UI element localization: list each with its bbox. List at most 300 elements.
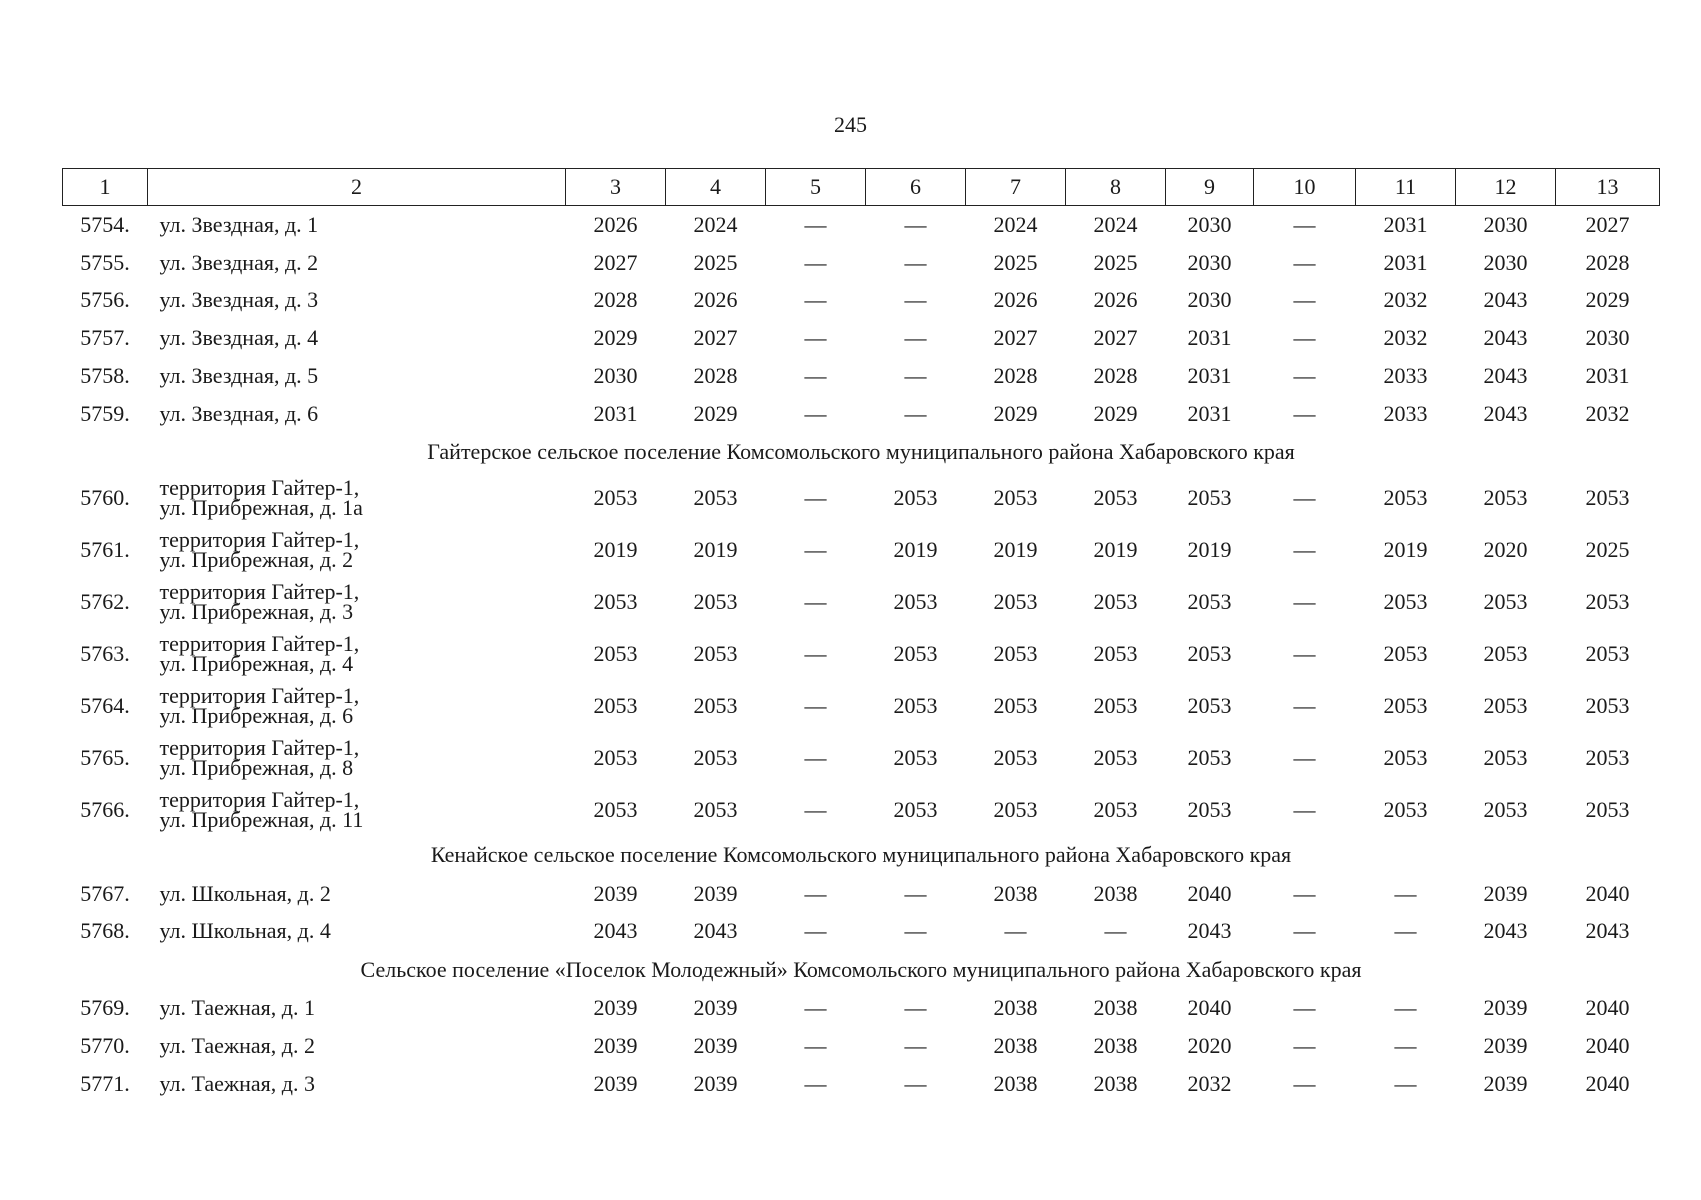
address-cell	[148, 282, 566, 320]
row-number: 5771.	[80, 1070, 130, 1096]
year-cell-col-11: 2033	[1383, 400, 1428, 426]
year-cell-col-3: 2029	[593, 325, 638, 351]
address-line: территория Гайтер-1,	[159, 474, 360, 500]
row-number: 5769.	[80, 995, 130, 1021]
address-line: ул. Таежная, д. 2	[159, 1033, 315, 1059]
year-cell-col-7: 2053	[993, 744, 1038, 770]
year-cell-col-10: —	[1293, 363, 1316, 389]
year-cell-col-6: —	[904, 1070, 927, 1096]
table-row	[63, 395, 1660, 433]
year-cell-col-11: 2031	[1383, 211, 1428, 237]
year-cell-col-9: 2032	[1187, 1070, 1232, 1096]
year-cell-col-6: —	[904, 880, 927, 906]
year-cell-col-4: 2053	[693, 484, 738, 510]
year-cell-col-11: —	[1394, 880, 1417, 906]
year-cell-col-5: —	[804, 287, 827, 313]
year-cell-col-12: 2053	[1483, 640, 1528, 666]
year-cell-col-10: —	[1293, 211, 1316, 237]
table-row	[63, 244, 1660, 282]
address-line: ул. Звездная, д. 4	[159, 325, 319, 351]
year-cell-col-7: 2053	[993, 692, 1038, 718]
year-cell-col-10: —	[1293, 796, 1316, 822]
year-cell-col-6: —	[904, 400, 927, 426]
address-cell	[148, 784, 566, 836]
row-number: 5765.	[80, 744, 130, 770]
year-cell-col-11: 2053	[1383, 796, 1428, 822]
year-cell-col-12: 2039	[1483, 1033, 1528, 1059]
year-cell-col-11: 2032	[1383, 287, 1428, 313]
year-cell-col-4: 2043	[693, 918, 738, 944]
year-cell-col-8: 2027	[1093, 325, 1138, 351]
year-cell-col-12: 2043	[1483, 287, 1528, 313]
row-number: 5763.	[80, 640, 130, 666]
year-cell-col-6: —	[904, 363, 927, 389]
year-cell-col-7: 2025	[993, 249, 1038, 275]
table-row	[63, 206, 1660, 244]
year-cell-col-8: 2053	[1093, 484, 1138, 510]
year-cell-col-3: 2031	[593, 400, 638, 426]
year-cell-col-12: 2043	[1483, 363, 1528, 389]
year-cell-col-4: 2053	[693, 588, 738, 614]
address-line: ул. Прибрежная, д. 3	[159, 598, 354, 624]
year-cell-col-6: 2053	[893, 484, 938, 510]
year-cell-col-13: 2031	[1585, 363, 1630, 389]
year-cell-col-10: —	[1293, 249, 1316, 275]
year-cell-col-9: 2030	[1187, 211, 1232, 237]
year-cell-col-13: 2043	[1585, 918, 1630, 944]
year-cell-col-12: 2030	[1483, 211, 1528, 237]
row-number: 5761.	[80, 536, 130, 562]
year-cell-col-5: —	[804, 211, 827, 237]
year-cell-col-5: —	[804, 400, 827, 426]
year-cell-col-6: —	[904, 1033, 927, 1059]
address-line: ул. Таежная, д. 1	[159, 995, 315, 1021]
year-cell-col-11: 2053	[1383, 744, 1428, 770]
row-number: 5766.	[80, 796, 130, 822]
year-cell-col-5: —	[804, 692, 827, 718]
page-number: 245	[834, 112, 867, 137]
year-cell-col-10: —	[1293, 918, 1316, 944]
year-cell-col-13: 2025	[1585, 536, 1630, 562]
year-cell-col-11: —	[1394, 1070, 1417, 1096]
year-cell-col-10: —	[1293, 484, 1316, 510]
year-cell-col-3: 2053	[593, 796, 638, 822]
year-cell-col-9: 2020	[1187, 1033, 1232, 1059]
address-line: территория Гайтер-1,	[159, 786, 360, 812]
table-row	[63, 576, 1660, 628]
year-cell-col-5: —	[804, 249, 827, 275]
row-number: 5754.	[80, 211, 130, 237]
year-cell-col-10: —	[1293, 536, 1316, 562]
year-cell-col-9: 2040	[1187, 995, 1232, 1021]
table-row	[63, 913, 1660, 951]
year-cell-col-10: —	[1293, 400, 1316, 426]
year-cell-col-6: 2053	[893, 692, 938, 718]
year-cell-col-13: 2053	[1585, 484, 1630, 510]
year-cell-col-10: —	[1293, 1070, 1316, 1096]
year-cell-col-4: 2053	[693, 796, 738, 822]
year-cell-col-6: —	[904, 249, 927, 275]
year-cell-col-6: —	[904, 918, 927, 944]
year-cell-col-6: —	[904, 287, 927, 313]
year-cell-col-9: 2053	[1187, 796, 1232, 822]
section-header-row	[63, 433, 1660, 472]
year-cell-col-5: —	[804, 484, 827, 510]
year-cell-col-3: 2039	[593, 1033, 638, 1059]
address-line: ул. Таежная, д. 3	[159, 1070, 315, 1096]
year-cell-col-9: 2053	[1187, 484, 1232, 510]
year-cell-col-8: 2053	[1093, 744, 1138, 770]
year-cell-col-7: 2019	[993, 536, 1038, 562]
year-cell-col-10: —	[1293, 744, 1316, 770]
column-header-7: 7	[966, 169, 1066, 206]
row-number: 5755.	[80, 249, 130, 275]
year-cell-col-11: 2053	[1383, 588, 1428, 614]
year-cell-col-7: 2053	[993, 484, 1038, 510]
year-cell-col-9: 2030	[1187, 249, 1232, 275]
row-number: 5764.	[80, 692, 130, 718]
year-cell-col-3: 2053	[593, 640, 638, 666]
year-cell-col-3: 2053	[593, 744, 638, 770]
year-cell-col-12: 2043	[1483, 325, 1528, 351]
address-line: ул. Звездная, д. 1	[159, 211, 319, 237]
table-row	[63, 680, 1660, 732]
year-cell-col-12: 2053	[1483, 588, 1528, 614]
year-cell-col-8: 2053	[1093, 692, 1138, 718]
header-row	[63, 169, 1660, 206]
year-cell-col-8: 2038	[1093, 995, 1138, 1021]
year-cell-col-7: 2028	[993, 363, 1038, 389]
address-line: ул. Прибрежная, д. 8	[159, 754, 354, 780]
table-row	[63, 472, 1660, 524]
table-row	[63, 628, 1660, 680]
year-cell-col-7: —	[1004, 918, 1027, 944]
year-cell-col-8: 2038	[1093, 1033, 1138, 1059]
year-cell-col-11: 2053	[1383, 640, 1428, 666]
year-cell-col-5: —	[804, 363, 827, 389]
year-cell-col-6: 2019	[893, 536, 938, 562]
table-row	[63, 524, 1660, 576]
address-cell	[148, 732, 566, 784]
address-line: ул. Прибрежная, д. 4	[159, 650, 354, 676]
year-cell-col-13: 2053	[1585, 692, 1630, 718]
year-cell-col-8: —	[1104, 918, 1127, 944]
column-header-12: 12	[1456, 169, 1556, 206]
year-cell-col-12: 2039	[1483, 1070, 1528, 1096]
year-cell-col-7: 2038	[993, 1070, 1038, 1096]
year-cell-col-7: 2027	[993, 325, 1038, 351]
address-line: ул. Прибрежная, д. 1а	[159, 494, 363, 520]
year-cell-col-5: —	[804, 1070, 827, 1096]
year-cell-col-3: 2028	[593, 287, 638, 313]
year-cell-col-10: —	[1293, 640, 1316, 666]
year-cell-col-9: 2031	[1187, 363, 1232, 389]
year-cell-col-8: 2019	[1093, 536, 1138, 562]
year-cell-col-12: 2053	[1483, 692, 1528, 718]
column-header-9: 9	[1166, 169, 1254, 206]
row-number: 5767.	[80, 880, 130, 906]
address-cell	[148, 1065, 566, 1103]
year-cell-col-12: 2043	[1483, 400, 1528, 426]
year-cell-col-3: 2019	[593, 536, 638, 562]
year-cell-col-13: 2027	[1585, 211, 1630, 237]
column-header-3: 3	[566, 169, 666, 206]
table-row	[63, 1027, 1660, 1065]
column-header-13: 13	[1556, 169, 1660, 206]
year-cell-col-13: 2040	[1585, 1033, 1630, 1059]
column-header-2: 2	[148, 169, 566, 206]
year-cell-col-5: —	[804, 1033, 827, 1059]
year-cell-col-10: —	[1293, 287, 1316, 313]
year-cell-col-13: 2029	[1585, 287, 1630, 313]
year-cell-col-5: —	[804, 744, 827, 770]
year-cell-col-5: —	[804, 918, 827, 944]
year-cell-col-9: 2019	[1187, 536, 1232, 562]
address-cell	[148, 989, 566, 1027]
year-cell-col-10: —	[1293, 325, 1316, 351]
table-row	[63, 875, 1660, 913]
year-cell-col-4: 2053	[693, 692, 738, 718]
address-cell	[148, 913, 566, 951]
year-cell-col-12: 2053	[1483, 744, 1528, 770]
year-cell-col-4: 2027	[693, 325, 738, 351]
year-cell-col-9: 2040	[1187, 880, 1232, 906]
address-line: ул. Школьная, д. 2	[159, 880, 331, 906]
year-cell-col-4: 2039	[693, 995, 738, 1021]
address-cell	[148, 576, 566, 628]
year-cell-col-8: 2053	[1093, 588, 1138, 614]
column-header-1: 1	[63, 169, 148, 206]
year-cell-col-3: 2030	[593, 363, 638, 389]
year-cell-col-4: 2053	[693, 744, 738, 770]
year-cell-col-7: 2024	[993, 211, 1038, 237]
row-number: 5760.	[80, 484, 130, 510]
year-cell-col-8: 2025	[1093, 249, 1138, 275]
address-cell	[148, 244, 566, 282]
table-row	[63, 319, 1660, 357]
year-cell-col-7: 2053	[993, 796, 1038, 822]
year-cell-col-4: 2025	[693, 249, 738, 275]
address-line: ул. Школьная, д. 4	[159, 918, 331, 944]
year-cell-col-3: 2053	[593, 588, 638, 614]
year-cell-col-8: 2038	[1093, 1070, 1138, 1096]
year-cell-col-5: —	[804, 536, 827, 562]
year-cell-col-3: 2026	[593, 211, 638, 237]
table-row	[63, 784, 1660, 836]
year-cell-col-9: 2053	[1187, 744, 1232, 770]
year-cell-col-6: 2053	[893, 744, 938, 770]
table-header	[63, 169, 1660, 206]
year-cell-col-6: 2053	[893, 588, 938, 614]
section-title: Кенайское сельское поселение Комсомольского муниципального района Хабаровского края	[430, 842, 1292, 868]
row-number: 5759.	[80, 400, 130, 426]
year-cell-col-11: 2053	[1383, 692, 1428, 718]
section-header-row	[63, 836, 1660, 875]
section-header-row	[63, 950, 1660, 989]
address-cell	[148, 472, 566, 524]
year-cell-col-8: 2028	[1093, 363, 1138, 389]
year-cell-col-13: 2053	[1585, 640, 1630, 666]
year-cell-col-3: 2039	[593, 1070, 638, 1096]
table-row	[63, 1065, 1660, 1103]
column-header-10: 10	[1254, 169, 1356, 206]
year-cell-col-4: 2029	[693, 400, 738, 426]
year-cell-col-7: 2038	[993, 1033, 1038, 1059]
address-cell	[148, 1027, 566, 1065]
year-cell-col-11: 2033	[1383, 363, 1428, 389]
year-cell-col-5: —	[804, 588, 827, 614]
table-row	[63, 282, 1660, 320]
address-cell	[148, 875, 566, 913]
year-cell-col-11: 2031	[1383, 249, 1428, 275]
address-line: территория Гайтер-1,	[159, 682, 360, 708]
year-cell-col-4: 2039	[693, 1033, 738, 1059]
year-cell-col-13: 2040	[1585, 1070, 1630, 1096]
year-cell-col-7: 2053	[993, 640, 1038, 666]
year-cell-col-3: 2027	[593, 249, 638, 275]
year-cell-col-9: 2053	[1187, 588, 1232, 614]
year-cell-col-11: 2032	[1383, 325, 1428, 351]
year-cell-col-9: 2053	[1187, 692, 1232, 718]
address-line: ул. Прибрежная, д. 2	[159, 546, 354, 572]
year-cell-col-6: 2053	[893, 796, 938, 822]
year-cell-col-11: —	[1394, 918, 1417, 944]
year-cell-col-6: —	[904, 995, 927, 1021]
year-cell-col-12: 2043	[1483, 918, 1528, 944]
year-cell-col-3: 2039	[593, 880, 638, 906]
row-number: 5756.	[80, 287, 130, 313]
address-cell	[148, 357, 566, 395]
address-line: территория Гайтер-1,	[159, 526, 360, 552]
year-cell-col-4: 2019	[693, 536, 738, 562]
row-number: 5758.	[80, 363, 130, 389]
address-line: ул. Звездная, д. 6	[159, 400, 319, 426]
year-cell-col-6: —	[904, 325, 927, 351]
year-cell-col-8: 2053	[1093, 796, 1138, 822]
address-cell	[148, 524, 566, 576]
schedule-table	[62, 168, 1660, 1103]
year-cell-col-10: —	[1293, 1033, 1316, 1059]
year-cell-col-10: —	[1293, 995, 1316, 1021]
year-cell-col-4: 2039	[693, 1070, 738, 1096]
year-cell-col-4: 2028	[693, 363, 738, 389]
column-header-8: 8	[1066, 169, 1166, 206]
year-cell-col-4: 2053	[693, 640, 738, 666]
column-header-5: 5	[766, 169, 866, 206]
address-line: ул. Звездная, д. 3	[159, 287, 319, 313]
year-cell-col-8: 2024	[1093, 211, 1138, 237]
column-header-6: 6	[866, 169, 966, 206]
year-cell-col-6: 2053	[893, 640, 938, 666]
year-cell-col-6: —	[904, 211, 927, 237]
address-cell	[148, 680, 566, 732]
year-cell-col-10: —	[1293, 588, 1316, 614]
year-cell-col-8: 2053	[1093, 640, 1138, 666]
year-cell-col-13: 2028	[1585, 249, 1630, 275]
column-header-11: 11	[1356, 169, 1456, 206]
address-line: территория Гайтер-1,	[159, 734, 360, 760]
year-cell-col-7: 2053	[993, 588, 1038, 614]
year-cell-col-9: 2043	[1187, 918, 1232, 944]
year-cell-col-13: 2032	[1585, 400, 1630, 426]
year-cell-col-7: 2038	[993, 880, 1038, 906]
year-cell-col-3: 2053	[593, 692, 638, 718]
year-cell-col-3: 2039	[593, 995, 638, 1021]
year-cell-col-12: 2039	[1483, 995, 1528, 1021]
year-cell-col-9: 2031	[1187, 400, 1232, 426]
year-cell-col-3: 2043	[593, 918, 638, 944]
address-line: территория Гайтер-1,	[159, 578, 360, 604]
row-number: 5757.	[80, 325, 130, 351]
year-cell-col-10: —	[1293, 880, 1316, 906]
address-cell	[148, 395, 566, 433]
section-title: Гайтерское сельское поселение Комсомольского муниципального района Хабаровского края	[427, 439, 1295, 465]
year-cell-col-9: 2030	[1187, 287, 1232, 313]
year-cell-col-13: 2040	[1585, 880, 1630, 906]
year-cell-col-5: —	[804, 880, 827, 906]
section-title: Сельское поселение «Поселок Молодежный» Комсомольского муниципального района Хабаровского края	[360, 956, 1362, 982]
address-line: территория Гайтер-1,	[159, 630, 360, 656]
year-cell-col-7: 2029	[993, 400, 1038, 426]
address-line: ул. Прибрежная, д. 11	[159, 806, 364, 832]
table-row	[63, 732, 1660, 784]
year-cell-col-5: —	[804, 325, 827, 351]
table-body	[63, 206, 1660, 1103]
address-cell	[148, 206, 566, 244]
year-cell-col-8: 2038	[1093, 880, 1138, 906]
year-cell-col-7: 2026	[993, 287, 1038, 313]
year-cell-col-5: —	[804, 995, 827, 1021]
year-cell-col-12: 2030	[1483, 249, 1528, 275]
year-cell-col-9: 2053	[1187, 640, 1232, 666]
row-number: 5768.	[80, 918, 130, 944]
year-cell-col-5: —	[804, 796, 827, 822]
year-cell-col-13: 2053	[1585, 744, 1630, 770]
year-cell-col-11: —	[1394, 1033, 1417, 1059]
year-cell-col-11: —	[1394, 995, 1417, 1021]
year-cell-col-8: 2029	[1093, 400, 1138, 426]
year-cell-col-12: 2053	[1483, 484, 1528, 510]
year-cell-col-12: 2039	[1483, 880, 1528, 906]
address-line: ул. Звездная, д. 5	[159, 363, 319, 389]
year-cell-col-7: 2038	[993, 995, 1038, 1021]
year-cell-col-12: 2053	[1483, 796, 1528, 822]
address-cell	[148, 628, 566, 680]
column-header-4: 4	[666, 169, 766, 206]
year-cell-col-13: 2040	[1585, 995, 1630, 1021]
year-cell-col-4: 2024	[693, 211, 738, 237]
year-cell-col-3: 2053	[593, 484, 638, 510]
year-cell-col-10: —	[1293, 692, 1316, 718]
year-cell-col-4: 2039	[693, 880, 738, 906]
row-number: 5762.	[80, 588, 130, 614]
year-cell-col-11: 2019	[1383, 536, 1428, 562]
year-cell-col-12: 2020	[1483, 536, 1528, 562]
year-cell-col-5: —	[804, 640, 827, 666]
year-cell-col-13: 2030	[1585, 325, 1630, 351]
year-cell-col-8: 2026	[1093, 287, 1138, 313]
year-cell-col-13: 2053	[1585, 588, 1630, 614]
address-line: ул. Звездная, д. 2	[159, 249, 319, 275]
table-row	[63, 357, 1660, 395]
year-cell-col-4: 2026	[693, 287, 738, 313]
address-line: ул. Прибрежная, д. 6	[159, 702, 354, 728]
table-row	[63, 989, 1660, 1027]
year-cell-col-9: 2031	[1187, 325, 1232, 351]
year-cell-col-13: 2053	[1585, 796, 1630, 822]
address-cell	[148, 319, 566, 357]
year-cell-col-11: 2053	[1383, 484, 1428, 510]
